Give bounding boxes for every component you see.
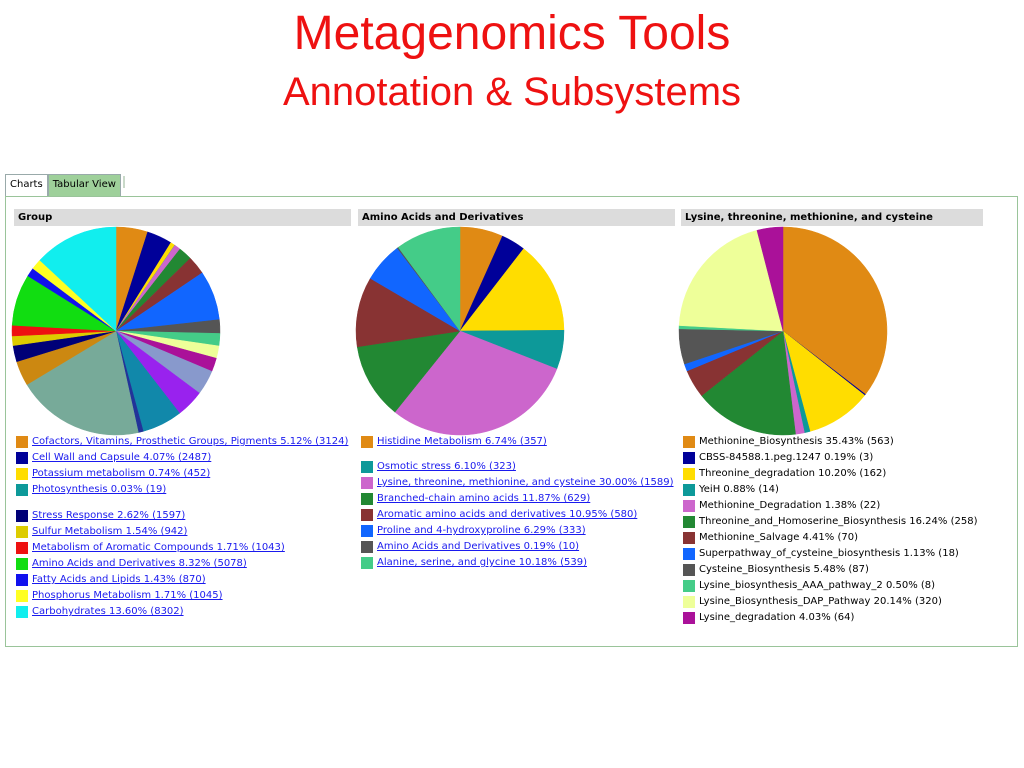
slide-subtitle: Annotation & Subsystems [282,70,742,114]
legend-swatch [16,468,28,480]
legend-swatch [361,557,373,569]
legend-swatch [16,590,28,602]
legend-swatch [16,510,28,522]
legend-label: YeiH 0.88% (14) [699,484,779,495]
legend-item [683,595,942,609]
legend-swatch [683,468,695,480]
legend-label[interactable]: Amino Acids and Derivatives 0.19% (10) [377,541,580,552]
legend-label: Threonine_and_Homoserine_Biosynthesis 16.24% (258) [699,516,978,527]
legend-label[interactable]: Fatty Acids and Lipids 1.43% (870) [32,574,206,585]
legend-label: Threonine_degradation 10.20% (162) [699,468,887,479]
legend-label: Cysteine_Biosynthesis 5.48% (87) [699,564,869,575]
legend-label[interactable]: Cell Wall and Capsule 4.07% (2487) [32,452,212,463]
legend-swatch [683,564,695,576]
legend-swatch [683,596,695,608]
chart-header-group: Group [14,209,351,226]
legend-item [683,467,886,481]
legend-label[interactable]: Photosynthesis 0.03% (19) [32,484,167,495]
tab-charts[interactable]: Charts [5,174,48,198]
legend-swatch [361,525,373,537]
legend-label[interactable]: Phosphorus Metabolism 1.71% (1045) [32,590,223,601]
legend-label[interactable]: Potassium metabolism 0.74% (452) [32,468,211,479]
legend-item [683,611,854,625]
legend-item[interactable] [16,573,206,587]
chart-header-amino-acids: Amino Acids and Derivatives [358,209,675,226]
legend-label[interactable]: Sulfur Metabolism 1.54% (942) [32,526,188,537]
legend-swatch [16,542,28,554]
legend-label[interactable]: Histidine Metabolism 6.74% (357) [377,436,547,447]
legend-item[interactable] [361,540,579,554]
legend-item[interactable] [16,557,247,571]
legend-swatch [683,484,695,496]
legend-swatch [16,574,28,586]
legend-item[interactable] [16,451,211,465]
legend-swatch [361,493,373,505]
legend-item [683,483,779,497]
legend-item[interactable] [361,460,516,474]
tab-bar [5,174,125,196]
legend-swatch [16,606,28,618]
legend-item[interactable] [16,483,166,497]
legend-swatch [361,509,373,521]
legend-label[interactable]: Osmotic stress 6.10% (323) [377,461,516,472]
legend-label: Lysine_biosynthesis_AAA_pathway_2 0.50% (8) [699,580,936,591]
legend-item[interactable] [16,605,184,619]
legend-label[interactable]: Branched-chain amino acids 11.87% (629) [377,493,591,504]
legend-label[interactable]: Proline and 4-hydroxyproline 6.29% (333) [377,525,586,536]
tab-tabular-view[interactable]: Tabular View [48,174,121,198]
legend-item[interactable] [16,525,187,539]
legend-item[interactable] [16,589,223,603]
legend-item [683,531,858,545]
legend-item[interactable] [361,492,590,506]
legend-label[interactable]: Lysine, threonine, methionine, and cysteine 30.00% (1589) [377,477,674,488]
legend-item [683,499,880,513]
legend-swatch [683,580,695,592]
legend-item[interactable] [361,556,587,570]
legend-item [683,451,873,465]
legend-item [683,579,935,593]
tab-divider [123,176,125,188]
legend-label[interactable]: Alanine, serine, and glycine 10.18% (539) [377,557,587,568]
legend-item[interactable] [16,509,185,523]
legend-swatch [16,452,28,464]
legend-swatch [361,541,373,553]
chart-header-lysine: Lysine, threonine, methionine, and cysteine [681,209,983,226]
legend-item[interactable] [361,524,586,538]
legend-swatch [16,558,28,570]
legend-item [683,515,977,529]
legend-item[interactable] [16,541,285,555]
legend-swatch [361,461,373,473]
legend-label[interactable]: Stress Response 2.62% (1597) [32,510,186,521]
slide-title: Metagenomics Tools [293,7,731,60]
legend-swatch [683,516,695,528]
legend-swatch [16,526,28,538]
legend-label[interactable]: Aromatic amino acids and derivatives 10.95% (580) [377,509,638,520]
legend-item[interactable] [16,467,210,481]
legend-swatch [683,548,695,560]
legend-item[interactable] [361,508,637,522]
legend-item[interactable] [361,435,547,449]
legend-swatch [361,436,373,448]
legend-item [683,435,894,449]
legend-label[interactable]: Amino Acids and Derivatives 8.32% (5078) [32,558,247,569]
legend-label: CBSS-84588.1.peg.1247 0.19% (3) [699,452,874,463]
legend-label: Superpathway_of_cysteine_biosynthesis 1.13% (18) [699,548,959,559]
legend-swatch [683,500,695,512]
legend-swatch [16,484,28,496]
legend-swatch [683,532,695,544]
legend-swatch [683,452,695,464]
legend-label: Methionine_Degradation 1.38% (22) [699,500,881,511]
legend-item[interactable] [361,476,674,490]
legend-item [683,563,869,577]
legend-label: Methionine_Biosynthesis 35.43% (563) [699,436,894,447]
legend-item[interactable] [16,435,348,449]
legend-swatch [361,477,373,489]
legend-label: Lysine_Biosynthesis_DAP_Pathway 20.14% (320) [699,596,942,607]
legend-label[interactable]: Carbohydrates 13.60% (8302) [32,606,184,617]
legend-label[interactable]: Metabolism of Aromatic Compounds 1.71% (1043) [32,542,285,553]
legend-label: Methionine_Salvage 4.41% (70) [699,532,858,543]
legend-label[interactable]: Cofactors, Vitamins, Prosthetic Groups, Pigments 5.12% (3124) [32,436,349,447]
charts-panel [5,196,1018,647]
legend-swatch [683,612,695,624]
legend-swatch [683,436,695,448]
legend-label: Lysine_degradation 4.03% (64) [699,612,855,623]
legend-swatch [16,436,28,448]
legend-item [683,547,959,561]
